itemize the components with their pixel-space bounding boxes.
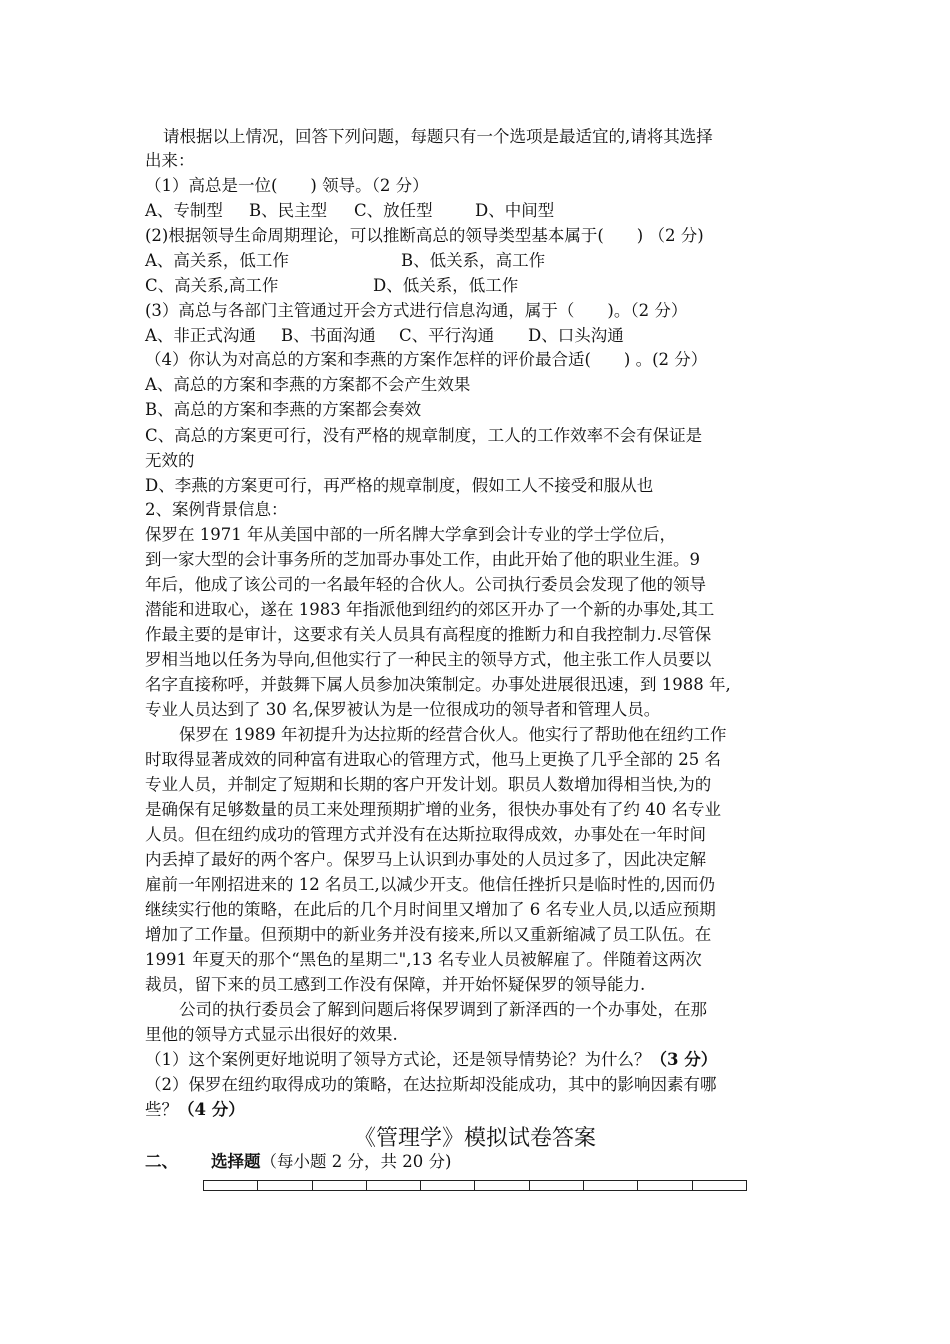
section-label: 选择题 (211, 1152, 261, 1171)
case-paragraph-1-line: 罗相当地以任务为导向,但他实行了一种民主的领导方式，他主张工作人员要以 (145, 650, 712, 669)
option-b: B、民主型 (249, 201, 328, 220)
question-1-options (145, 199, 554, 223)
question-2-options-row1 (145, 249, 545, 273)
table-cell (692, 1181, 746, 1191)
question-4-option-b: B、高总的方案和李燕的方案都会奏效 (145, 400, 422, 419)
case-paragraph-2-line: 人员。但在纽约成功的管理方式并没有在达斯拉取得成效，办事处在一年时间 (145, 825, 706, 844)
option-a: A、非正式沟通 (145, 326, 256, 345)
option-a: A、高关系，低工作 (145, 251, 289, 270)
question-2-options-row2 (145, 274, 518, 298)
case-paragraph-2-line: 1991 年夏天的那个“黑色的星期二",13 名专业人员被解雇了。伴随着这两次 (145, 950, 702, 969)
question-4-option-c: C、高总的方案更可行，没有严格的规章制度，工人的工作效率不会有保证是 (145, 426, 703, 445)
table-cell (475, 1181, 529, 1191)
question-3-options (145, 324, 624, 348)
case-paragraph-3-line: 公司的执行委员会了解到问题后将保罗调到了新泽西的一个办事处，在那 (179, 1000, 707, 1019)
section-note: （每小题 2 分，共 20 分) (260, 1152, 452, 1171)
table-cell (366, 1181, 420, 1191)
case-paragraph-2-line: 内丢掉了最好的两个客户。保罗马上认识到办事处的人员过多了，因此决定解 (145, 850, 706, 869)
case-question-1-text: （1）这个案例更好地说明了领导方式论，还是领导情势论？为什么？ (145, 1050, 651, 1069)
case-paragraph-2-line: 雇前一年刚招进来的 12 名员工,以减少开支。他信任挫折只是临时性的,因而仍 (145, 875, 715, 894)
case-question-1-score: （3 分） (650, 1050, 718, 1069)
question-4-option-a: A、高总的方案和李燕的方案都不会产生效果 (145, 375, 471, 394)
case-paragraph-2-line: 裁员，留下来的员工感到工作没有保障，并开始怀疑保罗的领导能力. (145, 975, 646, 994)
option-c: C、放任型 (354, 201, 433, 220)
table-cell (258, 1181, 312, 1191)
table-cell (421, 1181, 475, 1191)
section-number: 二、 (145, 1152, 178, 1171)
table-row (204, 1181, 747, 1191)
section-heading (145, 1150, 451, 1174)
case-paragraph-1-line: 作最主要的是审计，这要求有关人员具有高程度的推断力和自我控制力.尽管保 (145, 625, 712, 644)
case-question-2-score: （4 分） (178, 1100, 245, 1119)
case-paragraph-1-line: 潜能和进取心，遂在 1983 年指派他到纽约的郊区开办了一个新的办事处,其工 (145, 600, 715, 619)
case-question-2-cont (145, 1098, 245, 1122)
case-2-heading: 2、案例背景信息： (145, 500, 288, 519)
option-a: A、专制型 (145, 201, 223, 220)
question-4-option-d: D、李燕的方案更可行，再严格的规章制度，假如工人不接受和服从也 (145, 476, 654, 495)
intro-line-2: 出来： (145, 151, 195, 170)
option-b: B、书面沟通 (281, 326, 376, 345)
question-4-option-c-cont: 无效的 (145, 451, 195, 470)
case-paragraph-2-line: 时取得显著成效的同种富有进取心的管理方式，他马上更换了几乎全部的 25 名 (145, 750, 721, 769)
case-paragraph-2-line: 保罗在 1989 年初提升为达拉斯的经营合伙人。他实行了帮助他在纽约工作 (179, 725, 727, 744)
table-cell (638, 1181, 692, 1191)
answer-table (203, 1180, 747, 1191)
table-cell (529, 1181, 583, 1191)
answer-title: 《管理学》模拟试卷答案 (353, 1126, 596, 1151)
option-d: D、低关系，低工作 (373, 276, 519, 295)
table-cell (312, 1181, 366, 1191)
question-4: （4）你认为对高总的方案和李燕的方案作怎样的评价最合适( ) 。(2 分） (145, 350, 708, 369)
option-c: C、平行沟通 (399, 326, 495, 345)
option-b: B、低关系，高工作 (401, 251, 546, 270)
question-2: (2)根据领导生命周期理论，可以推断高总的领导类型基本属于( ) （2 分) (145, 226, 704, 245)
option-d: D、口头沟通 (528, 326, 624, 345)
case-paragraph-2-line: 增加了工作量。但预期中的新业务并没有接来,所以又重新缩减了员工队伍。在 (145, 925, 712, 944)
case-question-2: （2）保罗在纽约取得成功的策略，在达拉斯却没能成功，其中的影响因素有哪 (145, 1075, 717, 1094)
case-paragraph-2-line: 继续实行他的策略，在此后的几个月时间里又增加了 6 名专业人员,以适应预期 (145, 900, 716, 919)
case-question-1 (145, 1048, 717, 1072)
option-c: C、高关系,高工作 (145, 276, 279, 295)
intro-line-1: 请根据以上情况，回答下列问题，每题只有一个选项是最适宜的,请将其选择 (163, 127, 713, 146)
table-cell (204, 1181, 258, 1191)
case-paragraph-1-line: 名字直接称呼，并鼓舞下属人员参加决策制定。办事处进展很迅速，到 1988 年, (145, 675, 731, 694)
case-paragraph-1-line: 专业人员达到了 30 名,保罗被认为是一位很成功的领导者和管理人员。 (145, 700, 661, 719)
option-d: D、中间型 (475, 201, 555, 220)
case-paragraph-1-line: 到一家大型的会计事务所的芝加哥办事处工作，由此开始了他的职业生涯。9 (145, 550, 700, 569)
case-question-2-text: 些？ (145, 1100, 178, 1119)
case-paragraph-2-line: 专业人员，并制定了短期和长期的客户开发计划。职员人数增加得相当快,为的 (145, 775, 712, 794)
question-3: (3）高总与各部门主管通过开会方式进行信息沟通，属于（ )。（2 分） (145, 301, 688, 320)
table-cell (584, 1181, 638, 1191)
case-paragraph-1-line: 年后，他成了该公司的一名最年轻的合伙人。公司执行委员会发现了他的领导 (145, 575, 706, 594)
case-paragraph-1-line: 保罗在 1971 年从美国中部的一所名牌大学拿到会计专业的学士学位后， (145, 525, 676, 544)
case-paragraph-3-line: 里他的领导方式显示出很好的效果. (145, 1025, 398, 1044)
question-1: （1）高总是一位( ) 领导。（2 分） (145, 176, 429, 195)
case-paragraph-2-line: 是确保有足够数量的员工来处理预期扩增的业务，很快办事处有了约 40 名专业 (145, 800, 721, 819)
